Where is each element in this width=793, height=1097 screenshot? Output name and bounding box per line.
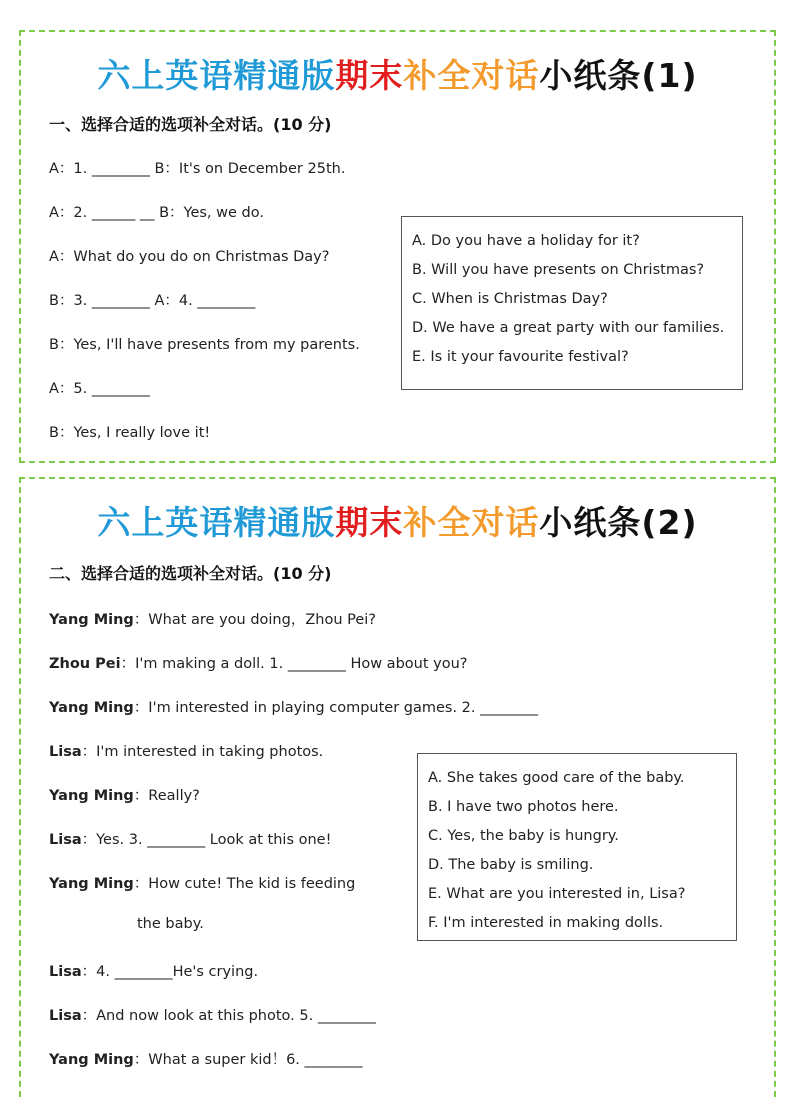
dialogue-line (49, 960, 258, 981)
option-item: A. Do you have a holiday for it? (412, 233, 640, 249)
section-heading: 二、选择合适的选项补全对话。(10 分) (49, 564, 332, 583)
dialogue-line (49, 784, 200, 805)
dialogue-line (49, 608, 376, 629)
option-item: E. What are you interested in, Lisa? (428, 886, 686, 902)
speaker-name: Yang Ming (49, 876, 134, 892)
speaker-name: Lisa (49, 964, 82, 980)
option-item: F. I'm interested in making dolls. (428, 915, 664, 931)
title-part-red: 期末 (335, 503, 404, 542)
dialogue-text: ：What a super kid！6. ________ (133, 1052, 363, 1068)
dialogue-line (49, 1004, 376, 1025)
dialogue-text: ：How cute! The kid is feeding (133, 876, 356, 892)
dialogue-line (49, 652, 467, 673)
dialogue-line: B：Yes, I'll have presents from my parents. (49, 337, 360, 353)
dialogue-line: B：Yes, I really love it! (49, 425, 211, 441)
option-item: E. Is it your favourite festival? (412, 349, 629, 365)
dialogue-text: ：Yes. 3. ________ Look at this one! (81, 832, 332, 848)
dialogue-line: A：2. ______ __ B：Yes, we do. (49, 205, 264, 221)
speaker-name: Zhou Pei (49, 656, 121, 672)
title-part-orange: 补全对话 (403, 503, 540, 542)
dialogue-line: A：What do you do on Christmas Day? (49, 249, 330, 265)
dialogue-text: ：4. ________He's crying. (81, 964, 259, 980)
dialogue-text: ：What are you doing，Zhou Pei? (133, 612, 376, 628)
option-item: C. Yes, the baby is hungry. (428, 828, 619, 844)
option-item: B. Will you have presents on Christmas? (412, 262, 705, 278)
options-box (401, 216, 743, 390)
dialogue-text: ：And now look at this photo. 5. ________ (81, 1008, 376, 1024)
dialogue-line (49, 828, 331, 849)
dialogue-line: A：1. ________ B：It's on December 25th. (49, 161, 346, 177)
section-heading: 一、选择合适的选项补全对话。(10 分) (49, 115, 332, 134)
dialogue-text: ：I'm making a doll. 1. ________ How about you? (120, 656, 468, 672)
option-item: B. I have two photos here. (428, 799, 619, 815)
dialogue-line: B：3. ________ A：4. ________ (49, 293, 256, 309)
card-title (21, 50, 774, 97)
title-part-blue: 六上英语精通版 (97, 56, 336, 95)
dialogue-text: ：I'm interested in playing computer games. 2. ________ (133, 700, 539, 716)
worksheet-card-1 (19, 30, 776, 463)
dialogue-line (49, 696, 538, 717)
title-part-black: 小纸条(2) (539, 503, 698, 542)
speaker-name: Yang Ming (49, 700, 134, 716)
dialogue-text: the baby. (137, 916, 204, 932)
speaker-name: Lisa (49, 744, 82, 760)
speaker-name: Lisa (49, 1008, 82, 1024)
title-part-black: 小纸条(1) (539, 56, 698, 95)
dialogue-line (49, 740, 323, 761)
option-item: C. When is Christmas Day? (412, 291, 608, 307)
option-item: D. The baby is smiling. (428, 857, 594, 873)
dialogue-text: ：I'm interested in taking photos. (81, 744, 324, 760)
dialogue-line (49, 1048, 363, 1069)
option-item: D. We have a great party with our families. (412, 320, 725, 336)
speaker-name: Yang Ming (49, 788, 134, 804)
worksheet-card-2 (19, 477, 776, 1097)
title-part-orange: 补全对话 (403, 56, 540, 95)
dialogue-line (49, 872, 355, 893)
speaker-name: Lisa (49, 832, 82, 848)
option-item: A. She takes good care of the baby. (428, 770, 685, 786)
dialogue-text: ：Really? (133, 788, 200, 804)
card-title (21, 497, 774, 544)
title-part-red: 期末 (335, 56, 404, 95)
speaker-name: Yang Ming (49, 612, 134, 628)
title-part-blue: 六上英语精通版 (97, 503, 336, 542)
dialogue-line: A：5. ________ (49, 381, 150, 397)
speaker-name: Yang Ming (49, 1052, 134, 1068)
dialogue-line (137, 916, 204, 932)
options-box (417, 753, 737, 941)
